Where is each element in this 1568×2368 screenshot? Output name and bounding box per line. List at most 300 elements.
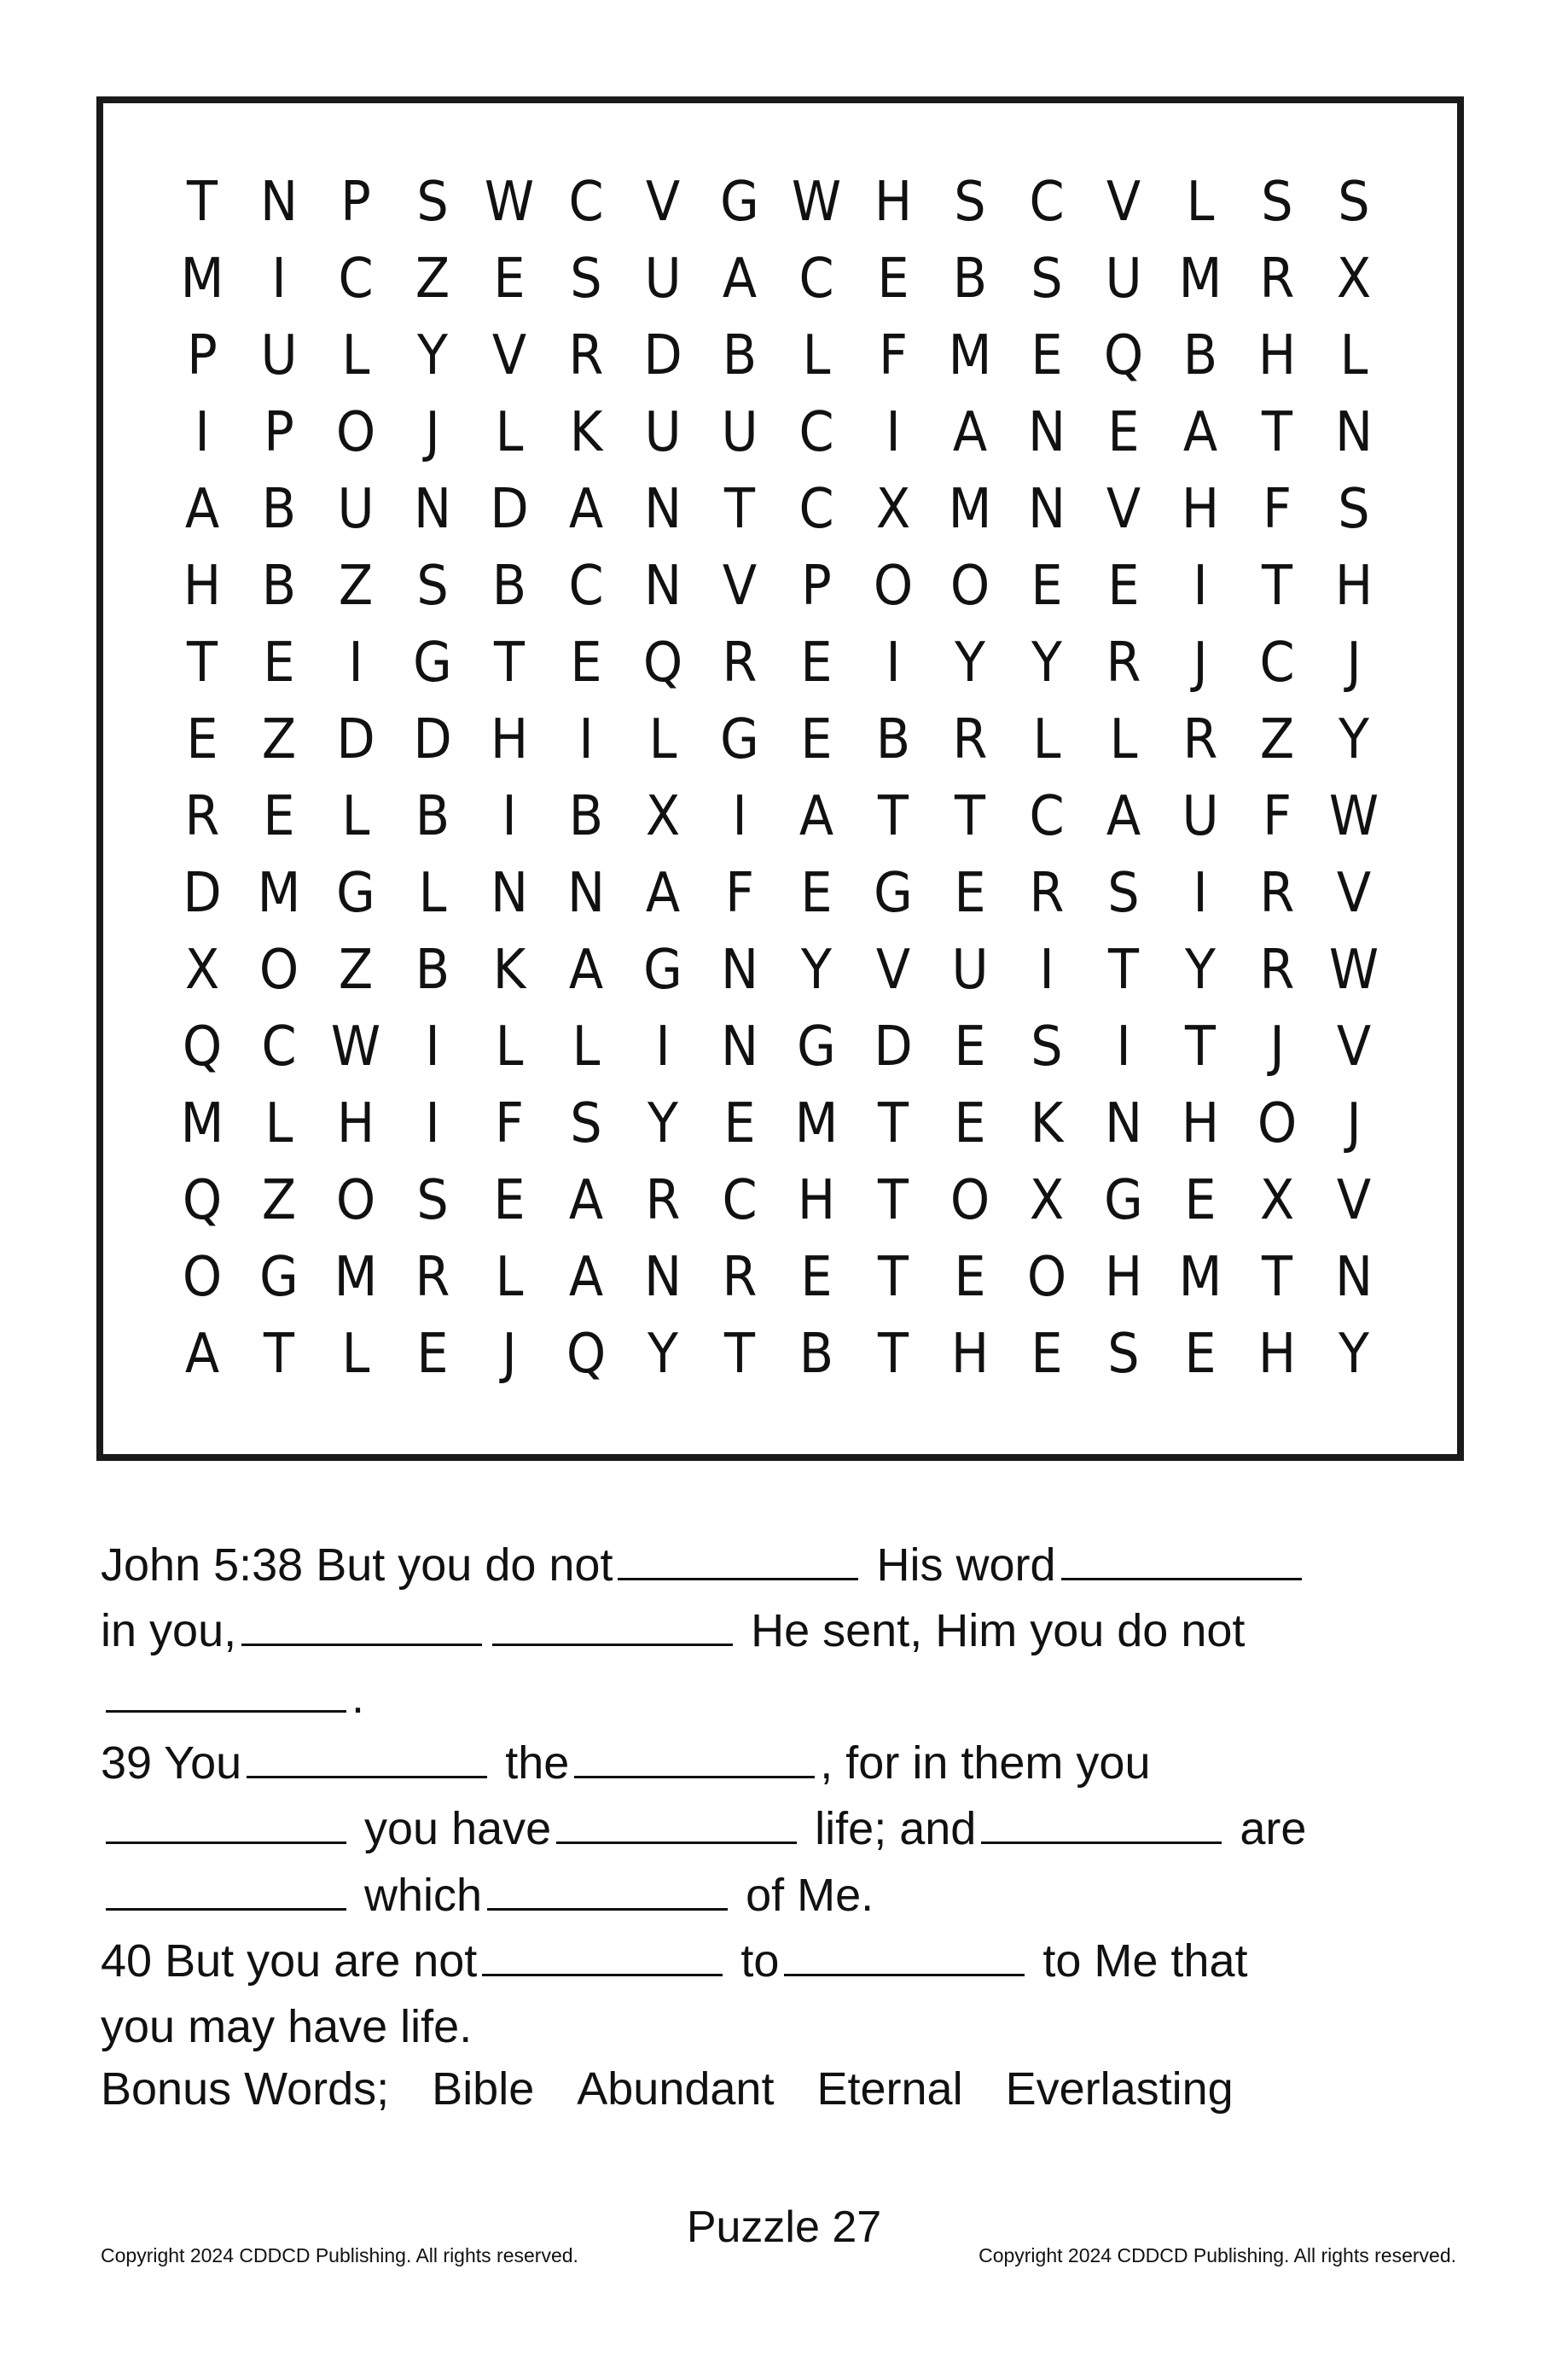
grid-letter: P [340, 171, 371, 234]
grid-letter: B [875, 708, 911, 771]
grid-letter: E [1031, 555, 1063, 618]
grid-letter: C [799, 247, 834, 311]
grid-letter: H [797, 1169, 836, 1232]
grid-letter: T [1262, 1246, 1292, 1309]
grid-letter: G [259, 1246, 299, 1309]
grid-letter: E [800, 631, 833, 695]
bonus-words [101, 2057, 1234, 2122]
grid-letter: A [799, 785, 834, 848]
grid-letter: H [1181, 478, 1220, 541]
grid-letter: V [875, 939, 911, 1002]
verse-text: 40 But you are not [101, 1935, 478, 1987]
verse-line [101, 1731, 1150, 1796]
grid-letter: I [1193, 862, 1208, 925]
grid-letter: I [886, 401, 901, 464]
grid-letter: Q [182, 1169, 223, 1232]
grid-letter: I [1193, 555, 1208, 618]
grid-letter: G [336, 862, 375, 925]
copyright-left: Copyright 2024 CDDCD Publishing. All rights reserved. [101, 2244, 578, 2266]
grid-letter: E [1031, 324, 1063, 387]
grid-letter: U [951, 939, 989, 1002]
answer-blank[interactable] [618, 1535, 858, 1580]
grid-letter: M [180, 247, 224, 311]
grid-letter: N [720, 1015, 759, 1079]
grid-letter: V [1336, 1169, 1372, 1232]
grid-letter: E [954, 1015, 986, 1079]
grid-letter: I [502, 785, 517, 848]
grid-letter: I [271, 247, 287, 311]
answer-blank[interactable] [241, 1601, 482, 1646]
grid-letter: X [1259, 1169, 1295, 1232]
grid-letter: G [1104, 1169, 1143, 1232]
grid-letter: S [416, 555, 449, 618]
grid-letter: V [1106, 171, 1141, 234]
verse-text: you have [351, 1803, 552, 1855]
verse-text: John 5:38 But you do not [101, 1539, 613, 1591]
grid-letter: L [495, 1015, 524, 1079]
grid-letter: L [418, 862, 447, 925]
grid-letter: T [1108, 939, 1139, 1002]
answer-blank[interactable] [247, 1733, 487, 1778]
grid-letter: B [491, 555, 527, 618]
grid-letter: U [1182, 785, 1219, 848]
grid-letter: R [1106, 631, 1141, 695]
grid-letter: A [568, 939, 604, 1002]
grid-letter: E [800, 708, 833, 771]
grid-letter: S [416, 171, 449, 234]
grid-letter: B [799, 1323, 834, 1386]
grid-letter: T [878, 1169, 909, 1232]
grid-letter: O [1257, 1092, 1298, 1155]
grid-letter: J [1346, 1092, 1362, 1155]
grid-letter: E [263, 785, 295, 848]
answer-blank[interactable] [574, 1733, 815, 1778]
answer-blank[interactable] [784, 1931, 1025, 1976]
grid-letter: V [1336, 1015, 1372, 1079]
grid-letter: B [415, 939, 450, 1002]
answer-blank[interactable] [106, 1799, 346, 1844]
grid-letter: Y [1339, 1323, 1369, 1386]
grid-letter: D [336, 708, 375, 771]
verse-line [101, 1929, 1248, 1994]
grid-letter: R [415, 1246, 450, 1309]
grid-letter: C [338, 247, 374, 311]
grid-letter: C [1259, 631, 1295, 695]
grid-letter: H [1181, 1092, 1220, 1155]
grid-letter: B [1182, 324, 1218, 387]
grid-letter: S [954, 171, 986, 234]
grid-letter: N [643, 1246, 682, 1309]
grid-letter: I [1116, 1015, 1131, 1079]
grid-letter: T [187, 631, 218, 695]
grid-letter: V [1336, 862, 1372, 925]
grid-letter: Y [648, 1323, 678, 1386]
grid-letter: P [187, 324, 218, 387]
grid-letter: A [645, 862, 681, 925]
grid-letter: T [955, 785, 985, 848]
grid-letter: E [723, 1092, 756, 1155]
grid-letter: C [799, 401, 834, 464]
grid-letter: E [1107, 555, 1140, 618]
grid-letter: N [1334, 401, 1373, 464]
grid-letter: I [732, 785, 747, 848]
grid-letter: E [954, 862, 986, 925]
grid-letter: S [570, 247, 602, 311]
grid-letter: M [794, 1092, 839, 1155]
grid-letter: E [263, 631, 295, 695]
grid-letter: S [416, 1169, 449, 1232]
grid-letter: A [1182, 401, 1218, 464]
grid-letter: S [570, 1092, 602, 1155]
grid-letter: T [878, 1323, 909, 1386]
grid-letter: P [801, 555, 832, 618]
grid-letter: H [950, 1323, 990, 1386]
grid-letter: V [645, 171, 681, 234]
grid-letter: G [643, 939, 682, 1002]
grid-letter: K [569, 401, 603, 464]
grid-letter: U [260, 324, 298, 387]
grid-letter: F [495, 1092, 524, 1155]
grid-letter: O [1026, 1246, 1067, 1309]
grid-letter: E [1184, 1169, 1217, 1232]
grid-letter: R [645, 1169, 681, 1232]
verse-text: He sent, Him you do not [738, 1605, 1246, 1657]
grid-letter: T [264, 1323, 294, 1386]
grid-letter: F [1263, 478, 1292, 541]
grid-letter: E [493, 1169, 526, 1232]
grid-letter: C [261, 1015, 297, 1079]
grid-letter: A [1106, 785, 1141, 848]
grid-letter: Y [648, 1092, 678, 1155]
verse-text: . [351, 1671, 365, 1723]
verse-text: of Me. [733, 1869, 874, 1921]
grid-letter: X [1336, 247, 1372, 311]
grid-letter: C [568, 555, 604, 618]
grid-letter: W [330, 1015, 381, 1079]
bonus-word: Abundant [577, 2063, 775, 2115]
copyright-right: Copyright 2024 CDDCD Publishing. All rights reserved. [979, 2244, 1456, 2266]
answer-blank[interactable] [556, 1799, 797, 1844]
grid-letter: H [1257, 324, 1297, 387]
grid-letter: Q [566, 1323, 607, 1386]
grid-letter: D [413, 708, 452, 771]
grid-letter: L [341, 1323, 370, 1386]
grid-letter: R [184, 785, 220, 848]
grid-letter: V [491, 324, 527, 387]
grid-letter: R [1259, 939, 1295, 1002]
grid-letter: O [258, 939, 299, 1002]
grid-letter: A [184, 1323, 220, 1386]
grid-letter: I [1039, 939, 1054, 1002]
grid-letter: E [416, 1323, 449, 1386]
grid-letter: Y [417, 324, 448, 387]
grid-letter: L [495, 1246, 524, 1309]
grid-letter: L [1109, 708, 1138, 771]
grid-letter: S [1107, 862, 1140, 925]
grid-letter: R [1029, 862, 1065, 925]
grid-letter: N [259, 171, 299, 234]
grid-letter: L [1339, 324, 1368, 387]
grid-letter: T [724, 1323, 755, 1386]
grid-letter: H [1104, 1246, 1143, 1309]
grid-letter: Z [1259, 708, 1295, 771]
grid-letter: M [334, 1246, 378, 1309]
answer-blank[interactable] [981, 1799, 1222, 1844]
grid-letter: M [180, 1092, 224, 1155]
grid-letter: O [873, 555, 914, 618]
grid-letter: Y [1185, 939, 1216, 1002]
grid-letter: V [722, 555, 758, 618]
grid-letter: Z [415, 247, 450, 311]
grid-letter: I [425, 1092, 440, 1155]
grid-letter: F [1263, 785, 1292, 848]
grid-letter: A [952, 401, 988, 464]
grid-letter: G [874, 862, 913, 925]
grid-letter: E [186, 708, 218, 771]
grid-letter: Z [338, 555, 374, 618]
grid-letter: D [490, 478, 529, 541]
grid-letter: J [502, 1323, 517, 1386]
grid-letter: H [1257, 1323, 1297, 1386]
grid-letter: I [578, 708, 594, 771]
grid-letter: T [1262, 401, 1292, 464]
grid-letter: Z [261, 708, 297, 771]
grid-letter: I [348, 631, 363, 695]
grid-letter: L [341, 324, 370, 387]
verse-line [101, 1665, 364, 1731]
grid-letter: S [1338, 478, 1370, 541]
grid-letter: J [1346, 631, 1362, 695]
grid-letter: E [954, 1092, 986, 1155]
grid-letter: I [886, 631, 901, 695]
answer-blank[interactable] [106, 1667, 346, 1713]
grid-letter: L [264, 1092, 293, 1155]
grid-letter: E [1107, 401, 1140, 464]
bonus-word: Bible [432, 2063, 535, 2115]
grid-letter: R [1182, 708, 1218, 771]
grid-letter: E [877, 247, 909, 311]
answer-blank[interactable] [106, 1865, 346, 1911]
grid-letter: N [1334, 1246, 1373, 1309]
grid-letter: C [799, 478, 834, 541]
answer-blank[interactable] [1061, 1535, 1302, 1580]
grid-letter: O [182, 1246, 223, 1309]
grid-letter: L [572, 1015, 601, 1079]
grid-letter: W [1328, 785, 1379, 848]
grid-letter: L [648, 708, 677, 771]
grid-letter: Y [1339, 708, 1369, 771]
grid-letter: A [568, 1169, 604, 1232]
grid-letter: O [950, 555, 990, 618]
grid-letter: L [802, 324, 831, 387]
grid-letter: L [1032, 708, 1061, 771]
verse-text: 39 You [101, 1737, 242, 1789]
grid-letter: N [720, 939, 759, 1002]
grid-letter: K [1030, 1092, 1064, 1155]
grid-letter: X [184, 939, 220, 1002]
verse-text: , for in them you [820, 1737, 1151, 1789]
bonus-word: Eternal [816, 2063, 963, 2115]
grid-letter: Y [801, 939, 832, 1002]
grid-letter: H [183, 555, 222, 618]
grid-letter: T [494, 631, 525, 695]
verse-text: in you, [101, 1605, 237, 1657]
grid-letter: T [1185, 1015, 1216, 1079]
grid-letter: F [879, 324, 908, 387]
grid-letter: A [722, 247, 758, 311]
verse-line [101, 1994, 472, 2060]
grid-letter: N [413, 478, 452, 541]
verse-text: which [351, 1869, 483, 1921]
grid-letter: A [184, 478, 220, 541]
grid-letter: U [644, 401, 682, 464]
grid-letter: M [948, 324, 992, 387]
grid-letter: G [413, 631, 452, 695]
grid-letter: I [195, 401, 210, 464]
grid-letter: T [878, 1246, 909, 1309]
bonus-label: Bonus Words; [101, 2063, 390, 2115]
grid-letter: C [1029, 785, 1065, 848]
grid-letter: L [1186, 171, 1215, 234]
grid-letter: S [1031, 1015, 1063, 1079]
grid-letter: M [1178, 247, 1222, 311]
grid-letter: R [952, 708, 988, 771]
grid-letter: E [570, 631, 602, 695]
grid-letter: X [875, 478, 911, 541]
grid-letter: G [720, 708, 759, 771]
grid-letter: E [800, 862, 833, 925]
verse-text: His word [863, 1539, 1056, 1591]
grid-letter: N [1027, 478, 1066, 541]
grid-letter: R [1259, 247, 1295, 311]
grid-letter: K [492, 939, 526, 1002]
grid-letter: B [722, 324, 758, 387]
grid-letter: G [720, 171, 759, 234]
grid-letter: Y [1031, 631, 1062, 695]
grid-letter: H [490, 708, 529, 771]
grid-letter: W [484, 171, 535, 234]
grid-letter: B [261, 478, 297, 541]
grid-letter: T [724, 478, 755, 541]
grid-letter: N [643, 555, 682, 618]
grid-letter: E [800, 1246, 833, 1309]
verse-line [101, 1796, 1306, 1862]
grid-letter: O [950, 1169, 990, 1232]
verse-text: the [492, 1737, 570, 1789]
word-search-grid [96, 96, 1464, 1461]
grid-letter: C [568, 171, 604, 234]
grid-letter: P [264, 401, 294, 464]
grid-letter: H [874, 171, 913, 234]
verse-text: to [728, 1935, 780, 1987]
grid-letter: A [568, 1246, 604, 1309]
grid-letter: D [643, 324, 682, 387]
grid-letter: N [1104, 1092, 1143, 1155]
grid-letter: B [415, 785, 450, 848]
grid-letter: W [791, 171, 842, 234]
grid-letter: B [952, 247, 988, 311]
grid-letter: N [1027, 401, 1066, 464]
grid-letter: R [722, 1246, 758, 1309]
grid-letter: J [425, 401, 440, 464]
grid-letter: V [1106, 478, 1141, 541]
grid-letter: X [1029, 1169, 1065, 1232]
grid-letter: J [1193, 631, 1208, 695]
verse-text: you may have life. [101, 2001, 473, 2053]
grid-letter: Z [261, 1169, 297, 1232]
grid-letter: X [645, 785, 681, 848]
grid-letter: R [568, 324, 604, 387]
grid-letter: D [183, 862, 222, 925]
answer-blank[interactable] [487, 1865, 728, 1911]
grid-letter: S [1261, 171, 1293, 234]
grid-letter: L [495, 401, 524, 464]
grid-letter: E [493, 247, 526, 311]
grid-letter: T [187, 171, 218, 234]
grid-letter: H [1334, 555, 1373, 618]
grid-letter: E [954, 1246, 986, 1309]
puzzle-title: Puzzle 27 [686, 2202, 882, 2252]
answer-blank[interactable] [482, 1931, 723, 1976]
grid-letter: T [878, 785, 909, 848]
grid-letter: A [568, 478, 604, 541]
grid-letter: U [721, 401, 758, 464]
grid-letter: B [568, 785, 604, 848]
grid-letter: S [1107, 1323, 1140, 1386]
verse-text: to Me that [1030, 1935, 1248, 1987]
grid-letter: N [643, 478, 682, 541]
grid-letter: O [335, 1169, 376, 1232]
grid-letter: F [725, 862, 754, 925]
grid-letter: I [425, 1015, 440, 1079]
grid-letter: Q [642, 631, 683, 695]
grid-letter: Y [955, 631, 985, 695]
grid-letter: E [1184, 1323, 1217, 1386]
verse-text: are [1227, 1803, 1307, 1855]
bonus-word: Everlasting [1005, 2063, 1234, 2115]
grid-letter: U [1105, 247, 1142, 311]
grid-letter: N [490, 862, 529, 925]
grid-letter: G [797, 1015, 836, 1079]
grid-letter: N [566, 862, 606, 925]
verse-line [101, 1533, 1307, 1598]
grid-letter: Q [182, 1015, 223, 1079]
grid-letter: M [1178, 1246, 1222, 1309]
grid-letter: O [335, 401, 376, 464]
grid-letter: B [261, 555, 297, 618]
verse-line [101, 1598, 1245, 1664]
grid-letter: M [257, 862, 301, 925]
grid-letter: Q [1103, 324, 1144, 387]
grid-letter: U [644, 247, 682, 311]
grid-letter: Z [338, 939, 374, 1002]
grid-letter: T [1262, 555, 1292, 618]
verse-line [101, 1863, 874, 1929]
grid-letter: C [1029, 171, 1065, 234]
grid-letter: R [1259, 862, 1295, 925]
grid-letter: U [337, 478, 375, 541]
grid-letter: H [336, 1092, 375, 1155]
grid-letter: E [1031, 1323, 1063, 1386]
grid-letter: W [1328, 939, 1379, 1002]
answer-blank[interactable] [492, 1601, 733, 1646]
grid-letter: R [722, 631, 758, 695]
grid-letter: J [1269, 1015, 1285, 1079]
grid-letter: S [1031, 247, 1063, 311]
grid-letter: L [341, 785, 370, 848]
verse-text: life; and [802, 1803, 977, 1855]
grid-letter: D [874, 1015, 913, 1079]
